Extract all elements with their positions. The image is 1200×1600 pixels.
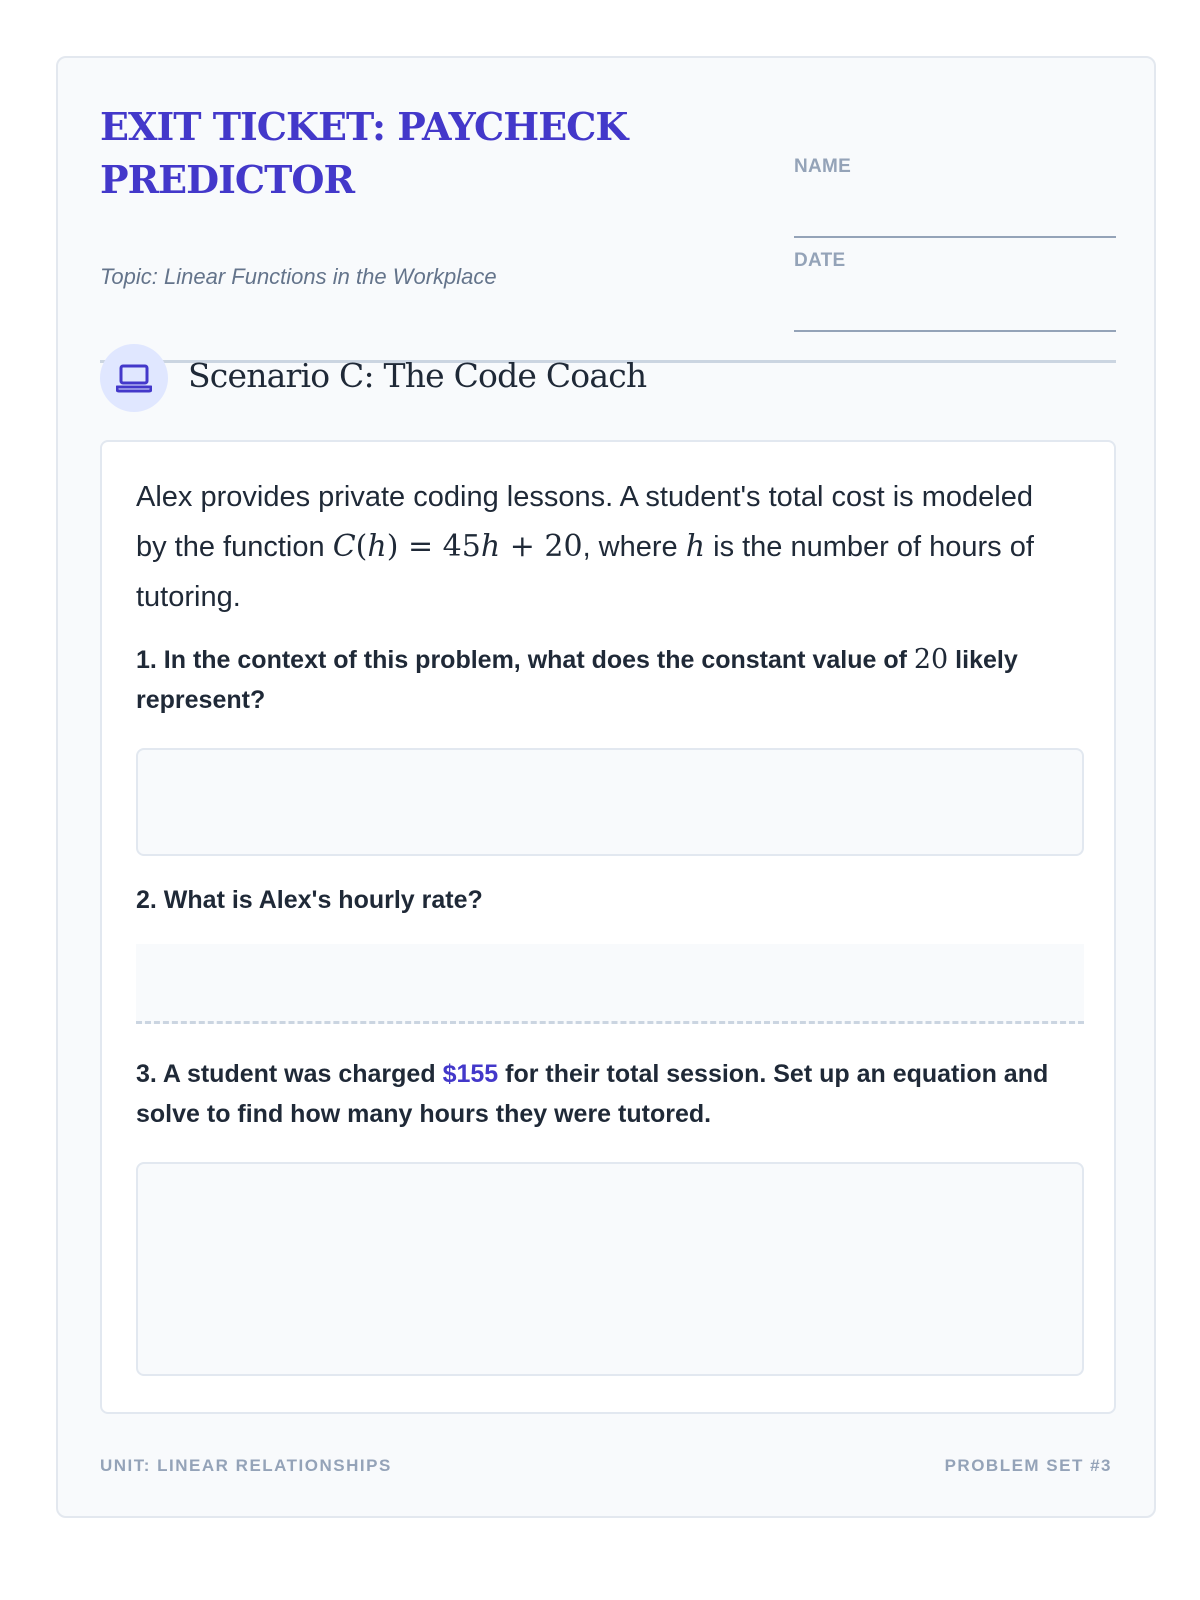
exit-ticket-sheet <box>56 56 1156 1518</box>
scenario-title: Scenario C: The Code Coach <box>188 356 647 395</box>
constant-value: 20 <box>913 644 949 675</box>
intro-text-start: Alex provides private coding lessons. A student's total cost is modeled by the function <box>136 481 1033 563</box>
scenario-card <box>100 440 1116 1414</box>
date-label: DATE <box>794 250 846 271</box>
ticket-title: EXIT TICKET: PAYCHECK PREDICTOR <box>100 104 628 202</box>
ticket-topic: Topic: Linear Functions in the Workplace <box>100 264 497 289</box>
name-field[interactable] <box>794 156 1116 238</box>
answer-line-2[interactable] <box>136 944 1084 1024</box>
question-1: 1. In the context of this problem, what does the constant value of 20 likely represent? <box>136 644 1018 714</box>
date-field[interactable] <box>794 250 1116 332</box>
answer-box-3[interactable] <box>136 1162 1084 1376</box>
question-3: 3. A student was charged $155 for their total session. Set up an equation and solve to find how many hours they were tutored. <box>136 1060 1049 1128</box>
scenario-description <box>136 472 1056 622</box>
laptop-icon <box>100 344 168 412</box>
unit-label: UNIT: LINEAR RELATIONSHIPS <box>100 1456 392 1475</box>
charged-amount: $155 <box>442 1060 499 1088</box>
intro-text-middle: , where <box>582 531 686 563</box>
name-label: NAME <box>794 156 852 177</box>
ticket-header <box>100 100 1116 363</box>
problem-set-label: PROBLEM SET #3 <box>944 1456 1112 1475</box>
question-2: 2. What is Alex's hourly rate? <box>136 886 483 914</box>
intro-text-end: is the number of hours of tutoring. <box>136 531 1034 613</box>
answer-box-1[interactable] <box>136 748 1084 856</box>
cost-function: C(h) = 45h + 20 <box>332 529 583 564</box>
variable-h: h <box>685 529 706 564</box>
